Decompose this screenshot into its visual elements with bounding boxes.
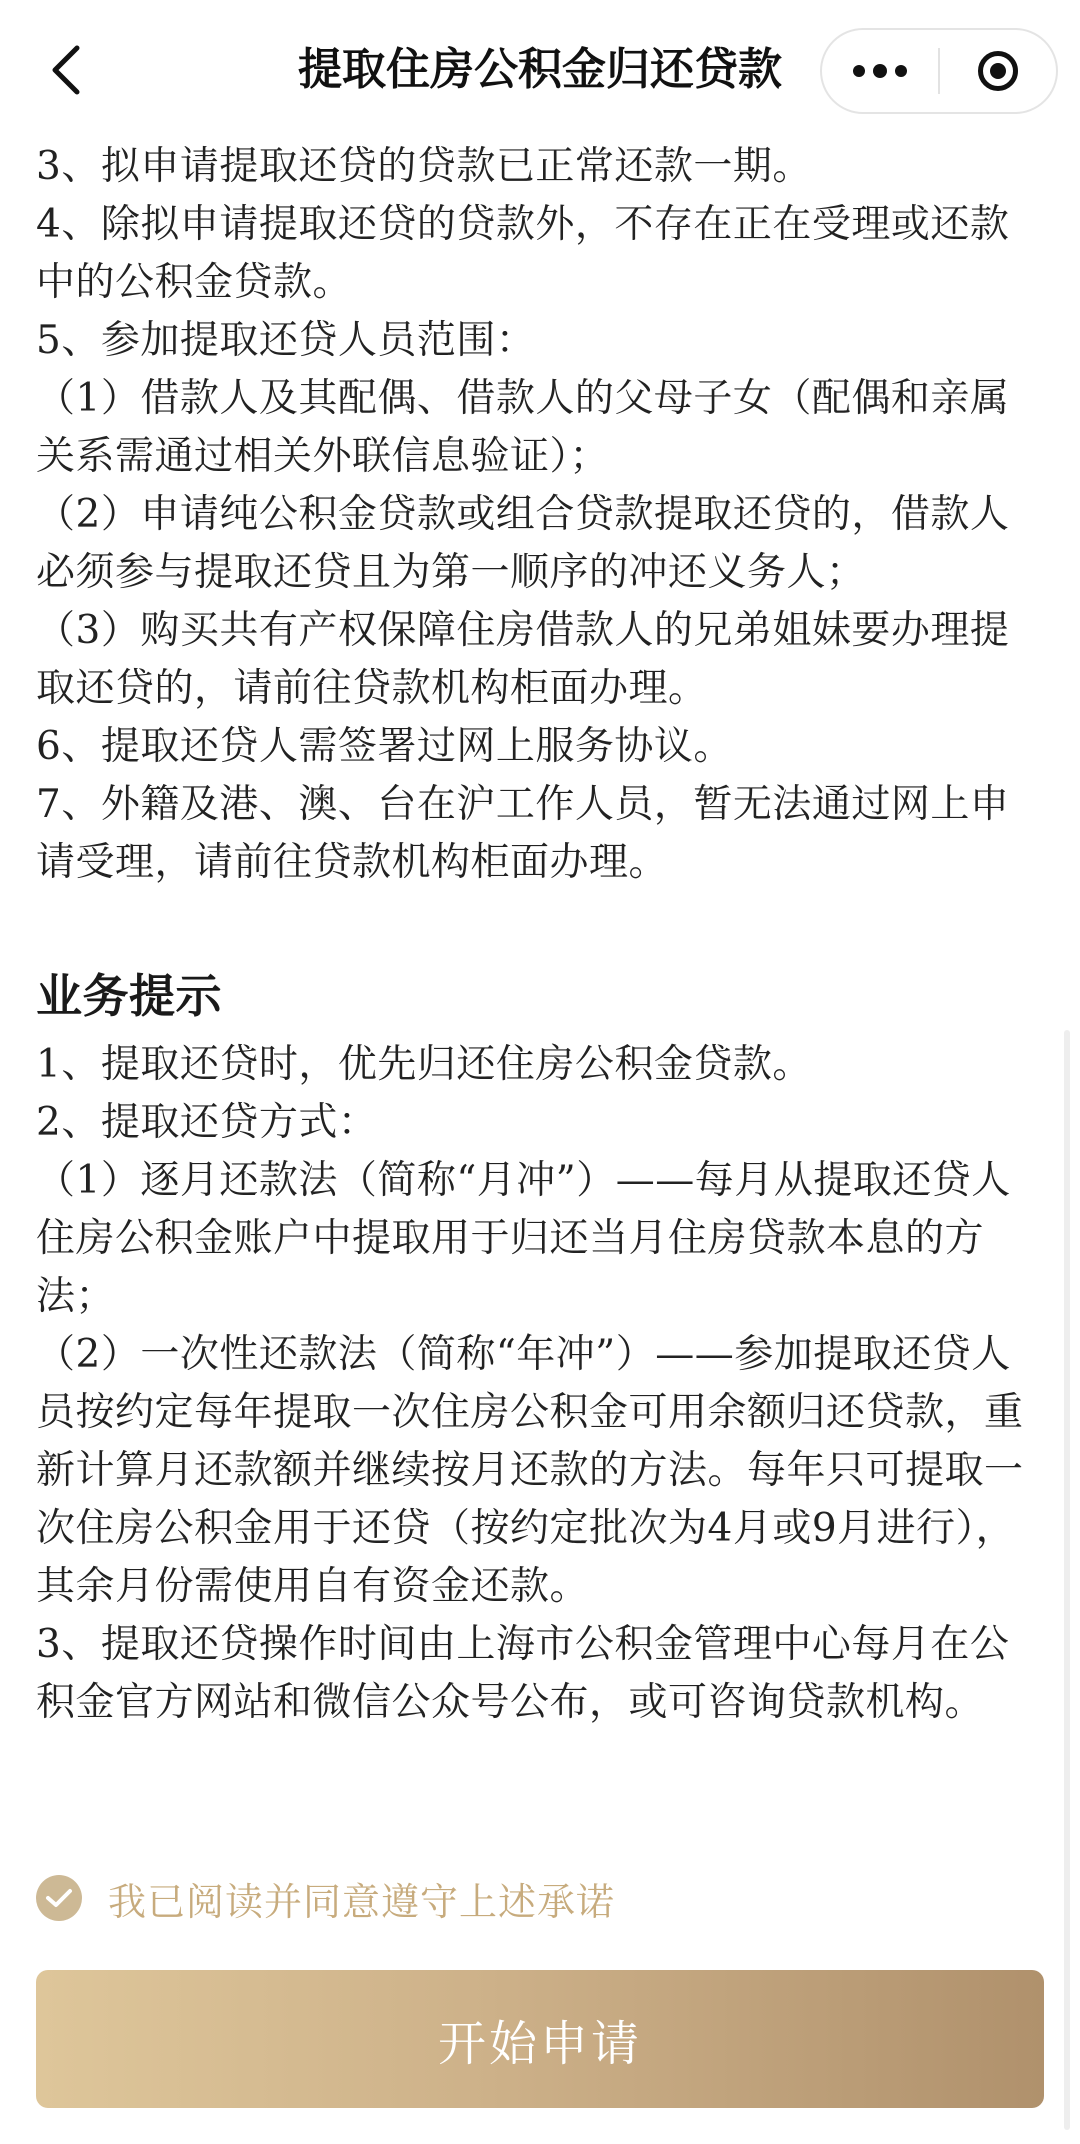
condition-item: 7、外籍及港、澳、台在沪工作人员，暂无法通过网上申请受理，请前往贷款机构柜面办理。 (36, 782, 1010, 885)
start-apply-button[interactable]: 开始申请 (36, 1970, 1044, 2108)
more-dots-icon (853, 64, 907, 78)
condition-item: （2）申请纯公积金贷款或组合贷款提取还贷的，借款人必须参与提取还贷且为第一顺序的冲还义务人； (36, 492, 1010, 595)
tip-item: （2）一次性还款法（简称“年冲”）——参加提取还贷人员按约定每年提取一次住房公积金可用余额归还贷款，重新计算月还款额并继续按月还款的方法。每年只可提取一次住房公积金用于还贷（按约定批次为4月或9月进行），其余月份需使用自有资金还款。 (36, 1332, 1024, 1609)
condition-item: 6、提取还贷人需签署过网上服务协议。 (36, 724, 733, 769)
back-button[interactable] (36, 38, 96, 102)
tip-item: 1、提取还贷时，优先归还住房公积金贷款。 (36, 1042, 812, 1087)
page-title: 提取住房公积金归还贷款 (298, 44, 782, 95)
top-nav-bar (0, 0, 1080, 140)
tip-item: 3、提取还贷操作时间由上海市公积金管理中心每月在公积金官方网站和微信公众号公布，或可咨询贷款机构。 (36, 1622, 1010, 1725)
condition-item: （3）购买共有产权保障住房借款人的兄弟姐妹要办理提取还贷的，请前往贷款机构柜面办理。 (36, 608, 1010, 711)
main-content (36, 98, 1046, 1732)
mini-program-capsule (820, 28, 1058, 114)
condition-item: 3、拟申请提取还贷的贷款已正常还款一期。 (36, 144, 812, 189)
agreement-checkbox[interactable] (36, 1866, 615, 1930)
condition-item: （1）借款人及其配偶、借款人的父母子女（配偶和亲属关系需通过相关外联信息验证）； (36, 376, 1010, 479)
scrollbar[interactable] (1064, 1030, 1070, 2130)
target-circle-icon (978, 51, 1018, 91)
business-tips-heading: 业务提示 (36, 969, 222, 1023)
condition-item: 4、除拟申请提取还贷的贷款外，不存在正在受理或还款中的公积金贷款。 (36, 202, 1010, 305)
more-button[interactable] (822, 30, 938, 112)
condition-item: 5、参加提取还贷人员范围： (36, 318, 536, 363)
chevron-left-icon (49, 44, 83, 96)
tip-item: （1）逐月还款法（简称“月冲”）——每月从提取还贷人住房公积金账户中提取用于归还当月住房贷款本息的方法； (36, 1158, 1011, 1319)
check-circle-icon (36, 1875, 82, 1921)
tip-item: 2、提取还贷方式： (36, 1100, 378, 1145)
agreement-text: 我已阅读并同意遵守上述承诺 (108, 1879, 616, 1924)
close-mini-program-button[interactable] (940, 30, 1056, 112)
